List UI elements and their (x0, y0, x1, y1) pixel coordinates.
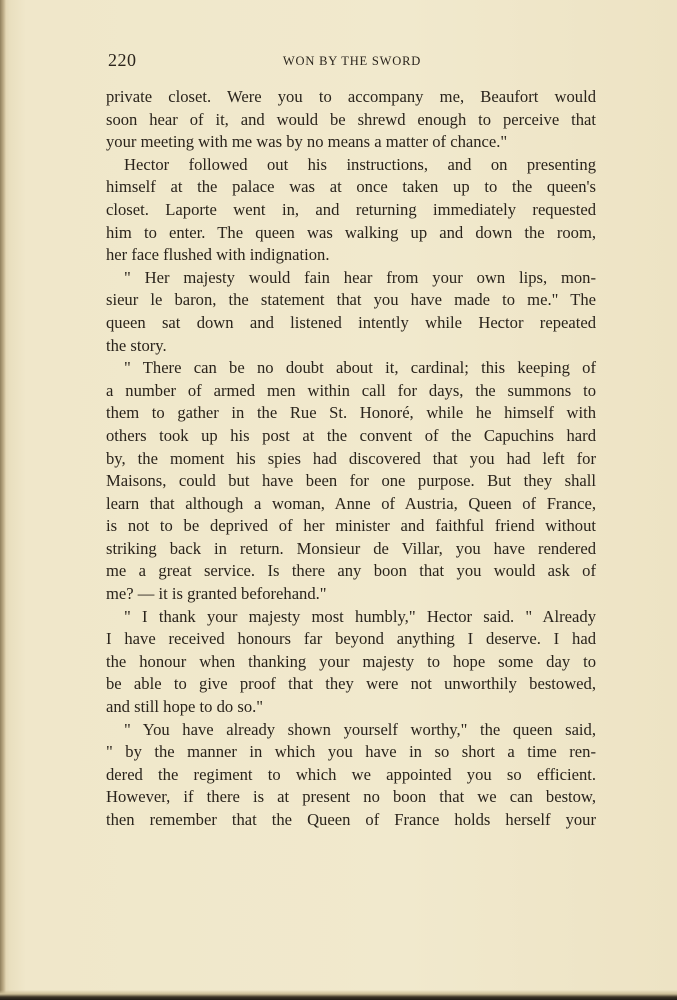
text-line: the honour when thanking your majesty to hope some day to (106, 651, 596, 671)
text-line: and still hope to do so." (106, 697, 264, 717)
text-line: striking back in return. Monsieur de Villar, you have rendered (106, 538, 596, 558)
text-line: " I thank your majesty most humbly," Hector said. " Already (124, 606, 596, 626)
text-line: Maisons, could but have been for one purpose. But they shall (106, 471, 596, 491)
text-line: then remember that the Queen of France holds herself your (106, 810, 596, 829)
page-bottom-edge (0, 990, 677, 1000)
text-line: " There can be no doubt about it, cardinal; this keeping of (124, 358, 596, 378)
text-line: " by the manner in which you have in so short a time ren- (106, 742, 596, 762)
text-line: Hector followed out his instructions, and on presenting (124, 154, 596, 174)
text-line: by, the moment his spies had discovered that you had left for (106, 448, 596, 468)
text-line: soon hear of it, and would be shrewd enough to perceive that (106, 109, 596, 129)
text-line: sieur le baron, the statement that you have made to me." The (106, 290, 596, 310)
text-line: him to enter. The queen was walking up and down the room, (106, 222, 596, 242)
text-line: me? — it is granted beforehand." (106, 584, 327, 604)
text-line: private closet. Were you to accompany me, Beaufort would (106, 87, 596, 106)
text-line: himself at the palace was at once taken up to the queen's (106, 177, 596, 197)
text-line: However, if there is at present no boon that we can bestow, (106, 787, 596, 807)
body-text (106, 86, 596, 832)
text-line: learn that although a woman, Anne of Austria, Queen of France, (106, 493, 596, 513)
text-line: queen sat down and listened intently while Hector repeated (106, 312, 596, 332)
text-line: is not to be deprived of her minister and faithful friend without (106, 516, 596, 536)
text-line: your meeting with me was by no means a matter of chance." (106, 132, 508, 152)
text-line: her face flushed with indignation. (106, 245, 330, 265)
text-line: closet. Laporte went in, and returning immediately requested (106, 199, 596, 219)
text-line: I have received honours far beyond anything I deserve. I had (106, 629, 596, 649)
binding-shadow (0, 0, 6, 1000)
text-line: " You have already shown yourself worthy," the queen said, (124, 719, 596, 739)
text-line: me a great service. Is there any boon that you would ask of (106, 561, 596, 581)
text-line: a number of armed men within call for days, the summons to (106, 380, 596, 400)
text-line: them to gather in the Rue St. Honoré, while he himself with (106, 403, 596, 423)
page-header (108, 50, 596, 74)
text-line: be able to give proof that they were not unworthily bestowed, (106, 674, 596, 694)
text-line: the story. (106, 335, 167, 355)
page-number: 220 (108, 50, 137, 70)
text-line: " Her majesty would fain hear from your own lips, mon- (124, 267, 596, 287)
text-line: others took up his post at the convent of the Capuchins hard (106, 425, 596, 445)
running-title: WON BY THE SWORD (282, 54, 422, 68)
text-line: dered the regiment to which we appointed you so efficient. (106, 764, 596, 784)
